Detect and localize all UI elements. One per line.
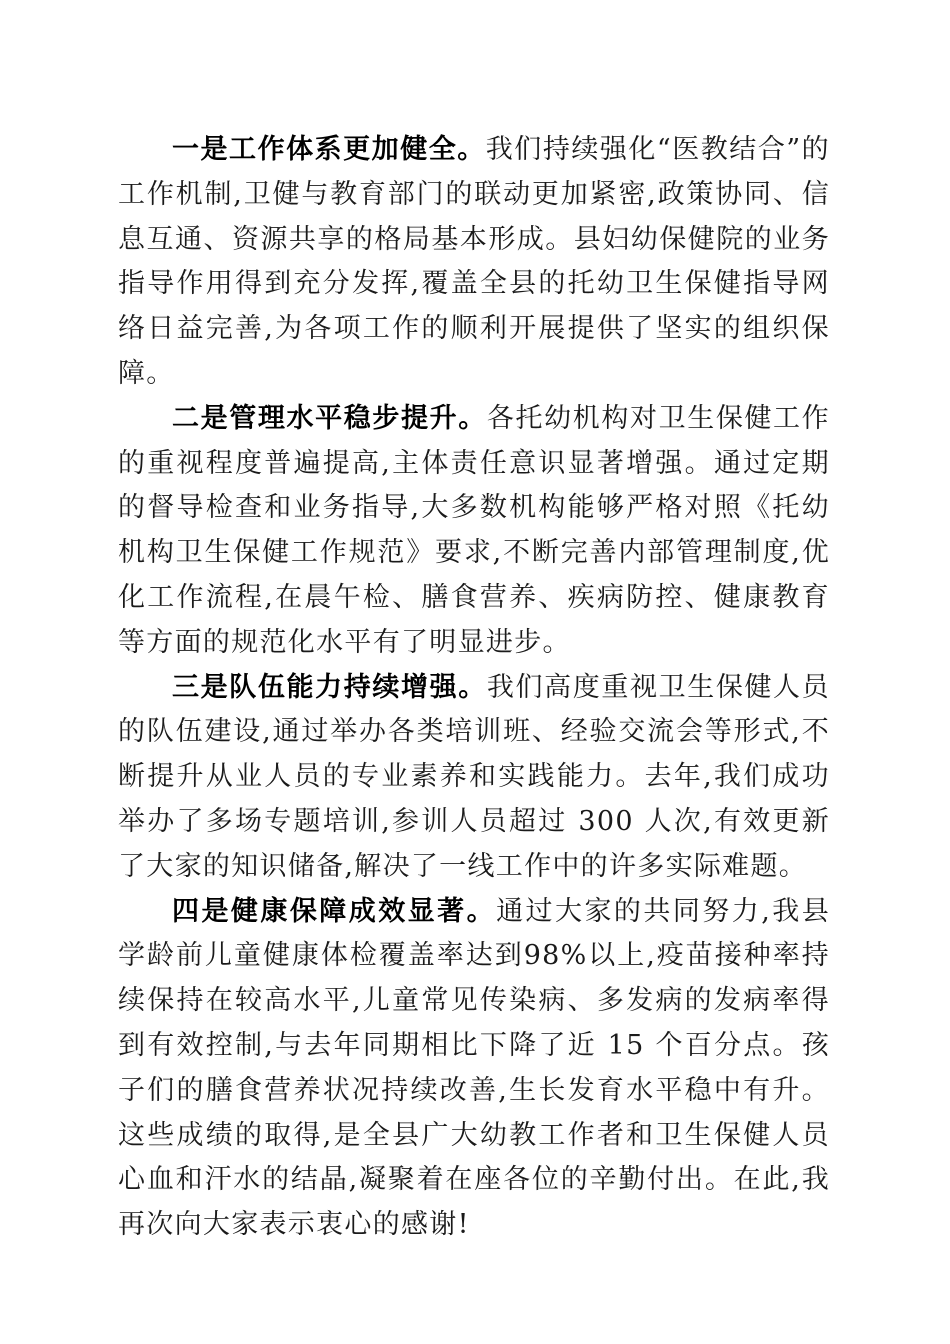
paragraph-team-capacity — [118, 666, 830, 890]
paragraph-text: 通过大家的共同努力,我县学龄前儿童健康体检覆盖率达到98%以上,疫苗接种率持续保持在较高水平,儿童常见传染病、多发病的发病率得到有效控制,与去年同期相比下降了近 15 个百分点。孩子们的膳食营养状况持续改善,生长发育水平稳中有升。这些成绩的取得,是全县广大幼教工作者和卫生保健人员心血和汗水的结晶,凝聚着在座各位的辛勤付出。在此,我再次向大家表示衷心的感谢! — [118, 895, 830, 1241]
paragraph-text: 我们高度重视卫生保健人员的队伍建设,通过举办各类培训班、经验交流会等形式,不断提升从业人员的专业素养和实践能力。去年,我们成功举办了多场专题培训,参训人员超过 300 人次,有效更新了大家的知识储备,解决了一线工作中的许多实际难题。 — [118, 671, 830, 882]
document-body — [118, 128, 830, 1248]
paragraph-management — [118, 397, 830, 666]
paragraph-text: 我们持续强化“医教结合”的工作机制,卫健与教育部门的联动更加紧密,政策协同、信息互通、资源共享的格局基本形成。县妇幼保健院的业务指导作用得到充分发挥,覆盖全县的托幼卫生保健指导网络日益完善,为各项工作的顺利开展提供了坚实的组织保障。 — [118, 134, 830, 389]
paragraph-lead: 四是健康保障成效显著。 — [172, 895, 497, 927]
paragraph-health-results — [118, 890, 830, 1248]
paragraph-lead: 一是工作体系更加健全。 — [172, 134, 486, 165]
paragraph-lead: 二是管理水平稳步提升。 — [172, 402, 487, 434]
paragraph-work-system — [118, 128, 830, 397]
paragraph-text: 各托幼机构对卫生保健工作的重视程度普遍提高,主体责任意识显著增强。通过定期的督导检查和业务指导,大多数机构能够严格对照《托幼机构卫生保健工作规范》要求,不断完善内部管理制度,优化工作流程,在晨午检、膳食营养、疾病防控、健康教育等方面的规范化水平有了明显进步。 — [118, 402, 830, 658]
paragraph-lead: 三是队伍能力持续增强。 — [172, 671, 487, 703]
